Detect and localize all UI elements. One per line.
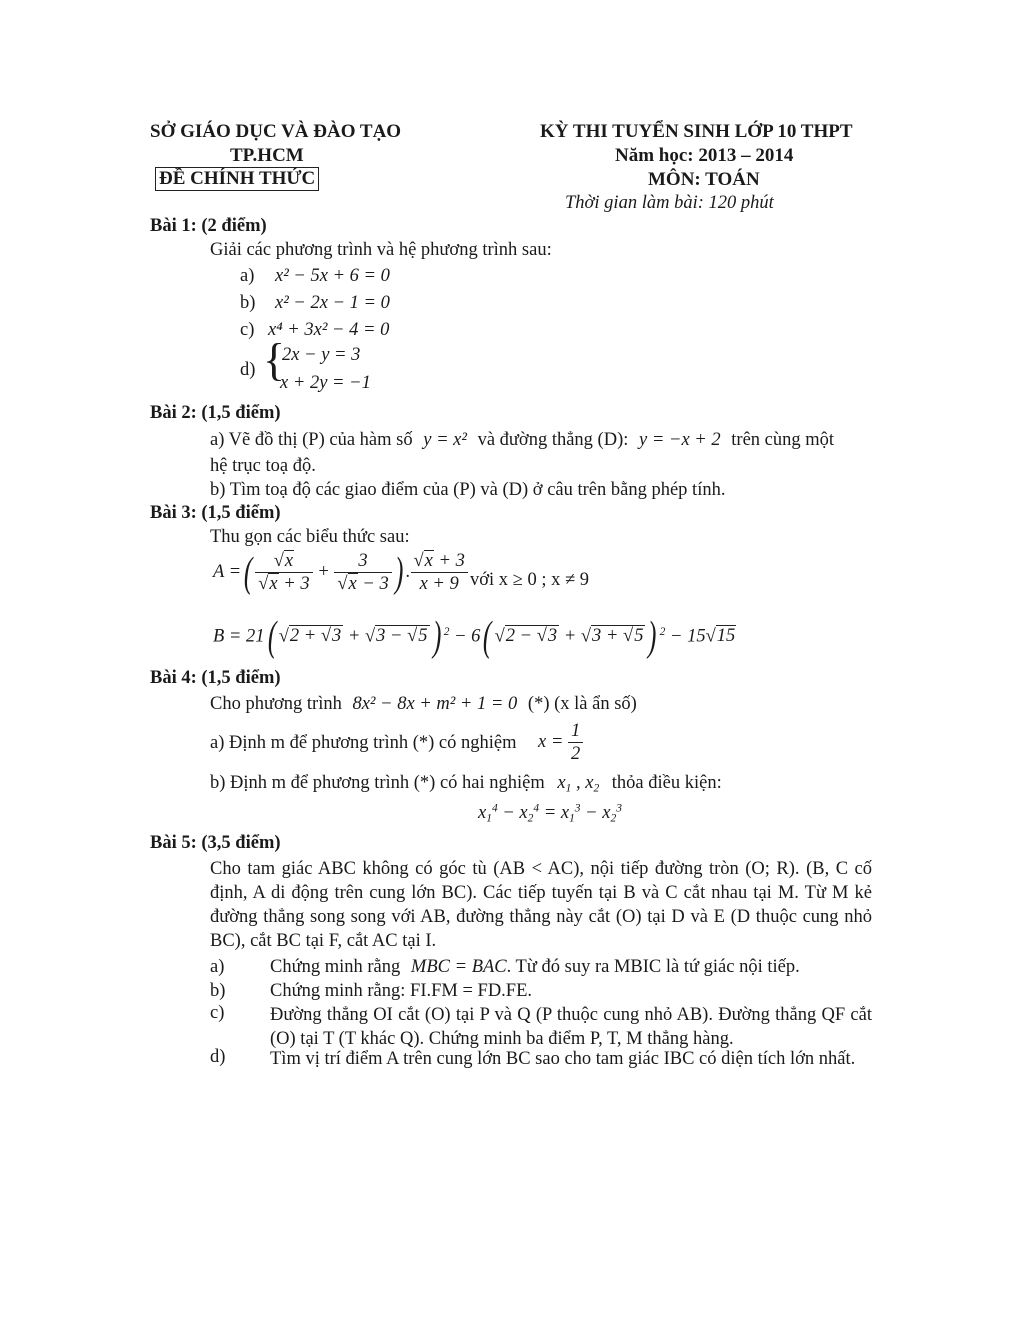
bai4-b-text2: thỏa điều kiện: xyxy=(611,773,722,793)
bai1-equation-a: x² − 5x + 6 = 0 xyxy=(275,266,390,286)
bai5-label-b: b) xyxy=(210,981,226,1001)
bai3-expression-a: A =( $\frac{√x}{√x + 3}$ + $\frac{3}{√x - 3}$ ) . $\frac{√x + 3}{x + 9}$ xyxy=(213,550,468,595)
bai4-text1: Cho phương trình xyxy=(210,694,342,714)
department-name: SỞ GIÁO DỤC VÀ ĐÀO TẠO xyxy=(150,121,402,142)
bai5-a-text1: Chứng minh rằng xyxy=(270,957,401,977)
bai5-label-c: c) xyxy=(210,1003,225,1023)
bai4-equation: 8x² − 8x + m² + 1 = 0 xyxy=(352,694,518,714)
bai1-equation-d2: x + 2y = −1 xyxy=(280,373,371,393)
bai3-condition: với x ≥ 0 ; x ≠ 9 xyxy=(470,570,589,590)
bai2-title: Bài 2: (1,5 điểm) xyxy=(150,403,281,423)
bai1-label-a: a) xyxy=(240,266,255,286)
bai4-condition-equation: $x_1^4 - x_2^4 = x_1^3 - x_2^3$ xyxy=(478,802,622,825)
bai1-title: Bài 1: (2 điểm) xyxy=(150,216,267,236)
bai4-part-b xyxy=(210,773,722,794)
bai1-equation-c: x⁴ + 3x² − 4 = 0 xyxy=(268,320,390,340)
bai4-part-a-value: x = $\frac{1}{2}$ xyxy=(538,720,583,765)
bai2-a-text3: trên cùng một xyxy=(731,430,835,450)
city-name: TP.HCM xyxy=(230,145,304,166)
bai1-label-d: d) xyxy=(240,360,256,380)
bai2-a-line: y = −x + 2 xyxy=(639,430,721,450)
bai5-title: Bài 5: (3,5 điểm) xyxy=(150,833,281,853)
bai4-b-text1: b) Định m để phương trình (*) có hai nghiệm xyxy=(210,773,545,793)
bai5-part-d: Tìm vị trí điểm A trên cung lớn BC sao cho tam giác IBC có diện tích lớn nhất. xyxy=(270,1049,856,1069)
bai2-a-text2: và đường thẳng (D): xyxy=(477,430,629,450)
bai5-a-text2: . Từ đó suy ra MBIC là tứ giác nội tiếp. xyxy=(506,957,800,977)
bai5-paragraph: Cho tam giác ABC không có góc tù (AB < AC), nội tiếp đường tròn (O; R). (B, C cố định, A di động trên cung lớn BC). Các tiếp tuyến tại B và C cắt nhau tại M. Từ M kẻ đường thẳng song song với AB, đường thẳng này cắt (O) tại D và E (D thuộc cung nhỏ BC), cắt BC tại F, cắt AC tại I. xyxy=(210,859,872,951)
bai2-a-text1: a) Vẽ đồ thị (P) của hàm số xyxy=(210,430,413,450)
bai3-expression-b: B = 21( √2 + √3 + √3 − √5 ) $^2$ − 6( √2 − √3 + √3 + √5 ) $^2$ − 15√15 xyxy=(213,613,736,660)
bai4-title: Bài 4: (1,5 điểm) xyxy=(150,668,281,688)
bai5-part-b: Chứng minh rằng: FI.FM = FD.FE. xyxy=(270,981,533,1001)
bai4-part-a-text: a) Định m để phương trình (*) có nghiệm xyxy=(210,733,517,753)
bai2-part-a-line1 xyxy=(210,430,834,451)
official-exam-badge: ĐỀ CHÍNH THỨC xyxy=(155,167,319,191)
bai4-statement xyxy=(210,694,637,715)
bai2-part-b: b) Tìm toạ độ các giao điểm của (P) và (D) ở câu trên bằng phép tính. xyxy=(210,480,726,500)
bai1-equation-b: x² − 2x − 1 = 0 xyxy=(275,293,390,313)
bai5-angle-equation: MBC = BAC xyxy=(410,957,507,977)
bai1-intro: Giải các phương trình và hệ phương trình sau: xyxy=(210,240,552,260)
bai1-label-c: c) xyxy=(240,320,255,340)
bai4-text2: (*) (x là ẩn số) xyxy=(527,694,637,714)
exam-title: KỲ THI TUYỂN SINH LỚP 10 THPT xyxy=(540,121,853,142)
bai5-part-a xyxy=(270,957,800,978)
bai2-a-text4: hệ trục toạ độ. xyxy=(210,456,316,476)
bai5-part-c: Đường thẳng OI cắt (O) tại P và Q (P thuộc cung nhỏ AB). Đường thẳng QF cắt (O) tại T (T khác Q). Chứng minh ba điểm P, T, M thẳng hàng. xyxy=(270,1005,872,1049)
system-brace: { xyxy=(263,334,286,385)
bai5-label-d: d) xyxy=(210,1047,226,1067)
time-limit: Thời gian làm bài: 120 phút xyxy=(565,193,774,213)
subject: MÔN: TOÁN xyxy=(648,169,760,190)
school-year: Năm học: 2013 – 2014 xyxy=(615,145,794,166)
bai5-label-a: a) xyxy=(210,957,225,977)
bai2-a-parabola: y = x² xyxy=(423,430,467,450)
bai1-label-b: b) xyxy=(240,293,256,313)
bai4-roots: $x_1$ , $x_2$ xyxy=(557,773,600,795)
bai1-equation-d1: 2x − y = 3 xyxy=(282,345,361,365)
bai3-title: Bài 3: (1,5 điểm) xyxy=(150,503,281,523)
bai3-intro: Thu gọn các biểu thức sau: xyxy=(210,527,410,547)
